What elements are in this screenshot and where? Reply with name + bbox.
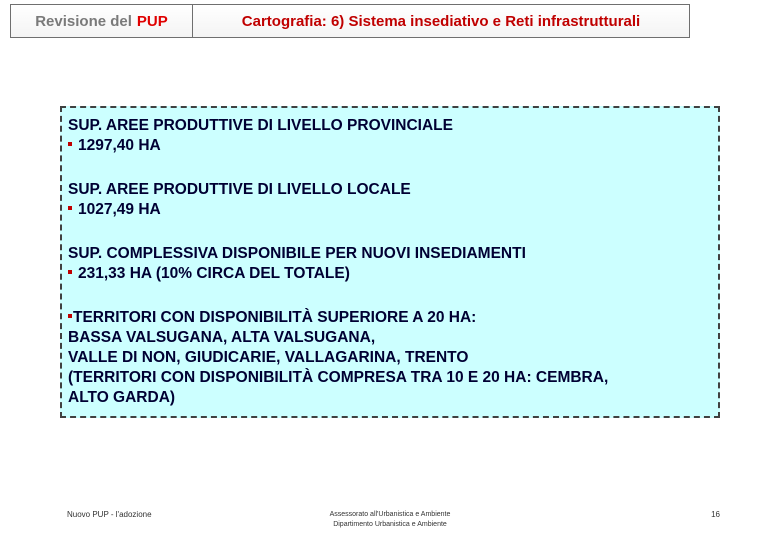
content-block-available xyxy=(68,244,712,284)
content-box xyxy=(60,106,720,418)
slide-title: Cartografia: 6) Sistema insediativo e Reti infrastrutturali xyxy=(241,12,641,30)
territories-line: (TERRITORI CON DISPONIBILITÀ COMPRESA TRA 10 E 20 HA: CEMBRA, xyxy=(68,369,609,386)
header-section-label xyxy=(11,5,193,37)
territories-line: VALLE DI NON, GIUDICARIE, VALLAGARINA, TRENTO xyxy=(68,349,469,366)
footer-center xyxy=(300,510,480,530)
block-value: 231,33 HA (10% CIRCA DEL TOTALE) xyxy=(78,265,350,282)
block-value: 1297,40 HA xyxy=(78,137,161,154)
territories-heading-line xyxy=(68,308,712,328)
block-value: 1027,49 HA xyxy=(78,201,161,218)
page-number: 16 xyxy=(711,510,720,519)
block-value-line xyxy=(68,264,712,284)
footer-center-line: Assessorato all'Urbanistica e Ambiente xyxy=(329,511,451,518)
square-bullet-icon xyxy=(68,270,72,274)
block-value-line xyxy=(68,136,712,156)
block-title: SUP. AREE PRODUTTIVE DI LIVELLO PROVINCIALE xyxy=(68,117,453,134)
block-title: SUP. COMPLESSIVA DISPONIBILE PER NUOVI INSEDIAMENTI xyxy=(68,245,526,262)
block-value-line xyxy=(68,200,712,220)
content-block-provincial xyxy=(68,116,712,156)
territories-line: ALTO GARDA) xyxy=(68,389,176,406)
territories-line: BASSA VALSUGANA, ALTA VALSUGANA, xyxy=(68,329,376,346)
block-title: SUP. AREE PRODUTTIVE DI LIVELLO LOCALE xyxy=(68,181,411,198)
header-label-text: Revisione del xyxy=(35,12,132,30)
square-bullet-icon xyxy=(68,314,72,318)
content-block-territories xyxy=(68,308,712,408)
content-block-local xyxy=(68,180,712,220)
header-label-accent: PUP xyxy=(136,12,168,30)
slide-header xyxy=(10,4,690,38)
footer-center-line: Dipartimento Urbanistica e Ambiente xyxy=(333,521,447,528)
territories-heading: TERRITORI CON DISPONIBILITÀ SUPERIORE A 20 HA: xyxy=(73,309,477,326)
square-bullet-icon xyxy=(68,142,72,146)
footer-left-text: Nuovo PUP - l'adozione xyxy=(67,510,152,519)
square-bullet-icon xyxy=(68,206,72,210)
